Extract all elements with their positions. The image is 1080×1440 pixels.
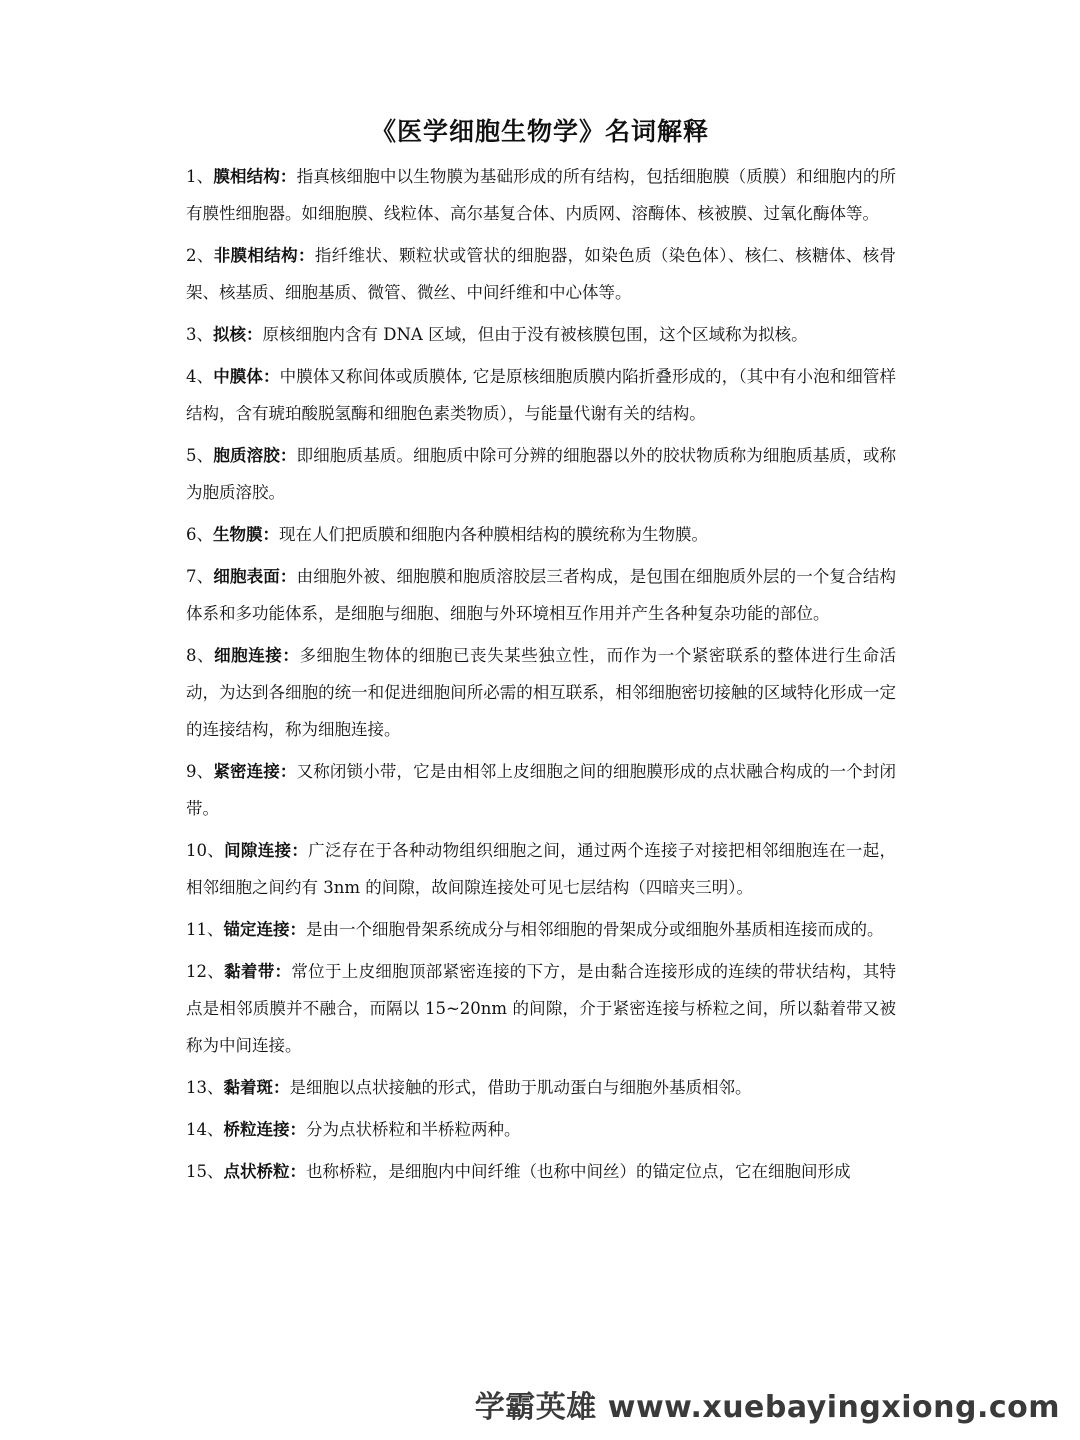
glossary-entry-5 [186,437,896,511]
entry-definition: 又称闭锁小带，它是由相邻上皮细胞之间的细胞膜形成的点状融合构成的一个封闭带。 [186,762,897,818]
glossary-list [186,158,896,1195]
entry-definition: 广泛存在于各种动物组织细胞之间，通过两个连接子对接把相邻细胞连在一起，相邻细胞之间约有 3nm 的间隙，故间隙连接处可见七层结构（四暗夹三明）。 [186,841,897,897]
entry-term: 拟核： [213,325,263,344]
glossary-entry-14 [186,1111,896,1148]
entry-term: 间隙连接： [224,841,309,860]
glossary-entry-4 [186,358,896,432]
entry-term: 桥粒连接： [223,1120,306,1139]
entry-term: 紧密连接： [213,762,297,781]
glossary-entry-3 [186,316,896,353]
entry-definition: 常位于上皮细胞顶部紧密连接的下方，是由黏合连接形成的连续的带状结构，其特点是相邻质膜并不融合，而隔以 15~20nm 的间隙，介于紧密连接与桥粒之间，所以黏着带又被称为中间连接。 [186,962,897,1055]
entry-number: 14、 [186,1120,224,1139]
entry-definition: 也称桥粒，是细胞内中间纤维（也称中间丝）的锚定位点，它在细胞间形成 [306,1162,851,1181]
entry-definition: 原核细胞内含有 DNA 区域，但由于没有被核膜包围，这个区域称为拟核。 [262,325,808,344]
entry-number: 12、 [186,962,225,981]
site-watermark: 学霸英雄 www.xuebayingxiong.com [474,1390,1060,1425]
entry-number: 2、 [186,246,214,265]
entry-number: 10、 [186,841,225,860]
entry-term: 黏着斑： [223,1078,290,1097]
entry-number: 15、 [186,1162,224,1181]
glossary-entry-13 [186,1069,896,1106]
entry-term: 中膜体： [213,367,280,386]
entry-number: 11、 [186,920,224,939]
entry-term: 锚定连接： [223,920,306,939]
glossary-entry-11 [186,911,896,948]
page-title: 《医学细胞生物学》名词解释 [370,117,709,146]
glossary-entry-1 [186,158,896,232]
entry-number: 8、 [186,646,215,665]
glossary-entry-10 [186,832,896,906]
entry-definition: 即细胞质基质。细胞质中除可分辨的细胞器以外的胶状物质称为细胞质基质，或称为胞质溶胶。 [186,446,897,502]
entry-definition: 由细胞外被、细胞膜和胞质溶胶层三者构成，是包围在细胞质外层的一个复合结构体系和多功能体系，是细胞与细胞、细胞与外环境相互作用并产生各种复杂功能的部位。 [186,567,897,623]
entry-number: 3、 [186,325,213,344]
entry-number: 9、 [186,762,214,781]
entry-number: 7、 [186,567,214,586]
entry-term: 点状桥粒： [223,1162,306,1181]
entry-definition: 分为点状桥粒和半桥粒两种。 [306,1120,521,1139]
glossary-entry-9 [186,753,896,827]
entry-definition: 是细胞以点状接触的形式，借助于肌动蛋白与细胞外基质相邻。 [289,1078,752,1097]
glossary-entry-2 [186,237,896,311]
entry-term: 细胞表面： [213,567,297,586]
glossary-entry-8 [186,637,896,748]
entry-number: 1、 [186,167,214,186]
entry-term: 黏着带： [224,962,292,981]
entry-number: 6、 [186,525,213,544]
entry-definition: 多细胞生物体的细胞已丧失某些独立性，而作为一个紧密联系的整体进行生命活动，为达到各细胞的统一和促进细胞间所必需的相互联系，相邻细胞密切接触的区域特化形成一定的连接结构，称为细胞连接。 [186,646,897,739]
entry-definition: 指纤维状、颗粒状或管状的细胞器，如染色质（染色体）、核仁、核糖体、核骨架、核基质、细胞基质、微管、微丝、中间纤维和中心体等。 [186,246,897,302]
entry-definition: 中膜体又称间体或质膜体, 它是原核细胞质膜内陷折叠形成的，（其中有小泡和细管样结构，含有琥珀酸脱氢酶和细胞色素类物质），与能量代谢有关的结构。 [186,367,897,423]
entry-term: 细胞连接： [214,646,300,665]
glossary-entry-6 [186,516,896,553]
entry-definition: 指真核细胞中以生物膜为基础形成的所有结构，包括细胞膜（质膜）和细胞内的所有膜性细胞器。如细胞膜、线粒体、高尔基复合体、内质网、溶酶体、核被膜、过氧化酶体等。 [186,167,897,223]
entry-term: 生物膜： [213,525,279,544]
entry-term: 胞质溶胶： [213,446,297,465]
entry-definition: 是由一个细胞骨架系统成分与相邻细胞的骨架成分或细胞外基质相连接而成的。 [306,920,884,939]
entry-number: 13、 [186,1078,224,1097]
glossary-entry-7 [186,558,896,632]
entry-number: 4、 [186,367,214,386]
entry-term: 膜相结构： [213,167,297,186]
entry-term: 非膜相结构： [213,246,315,265]
glossary-entry-12 [186,953,896,1064]
glossary-entry-15 [186,1153,896,1190]
entry-definition: 现在人们把质膜和细胞内各种膜相结构的膜统称为生物膜。 [279,525,708,544]
entry-number: 5、 [186,446,214,465]
